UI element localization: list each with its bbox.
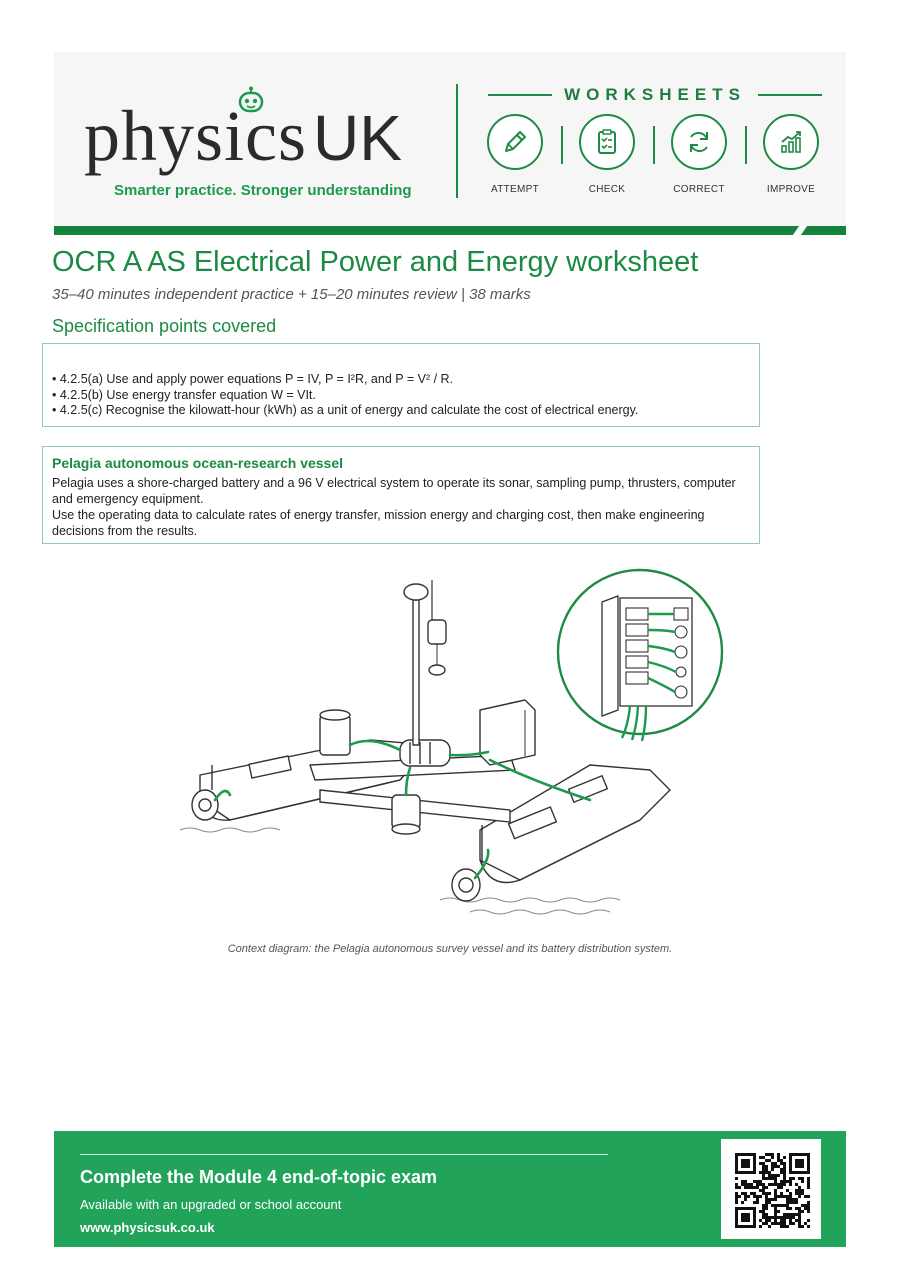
spec-points-box <box>42 343 760 427</box>
brand-tagline: Smarter practice. Stronger understanding <box>114 182 412 199</box>
step-label: CHECK <box>588 184 626 195</box>
page-subtitle: 35–40 minutes independent practice + 15–20 minutes review | 38 marks <box>52 286 531 303</box>
step-label: CORRECT <box>673 184 725 195</box>
footer-rule <box>80 1154 608 1155</box>
step-correct <box>653 114 745 195</box>
page-title: OCR A AS Electrical Power and Energy worksheet <box>52 246 699 278</box>
step-check <box>561 114 653 195</box>
context-title: Pelagia autonomous ocean-research vessel <box>52 455 344 471</box>
qr-code[interactable] <box>721 1139 821 1239</box>
qr-code-graphic <box>721 1139 821 1239</box>
step-label: ATTEMPT <box>490 184 540 195</box>
footer-subheading: Available with an upgraded or school account <box>80 1197 342 1212</box>
distribution-panel-detail <box>558 570 722 741</box>
header-divider <box>456 84 458 198</box>
bar-notch <box>793 226 807 235</box>
context-box <box>42 446 760 544</box>
step-attempt <box>469 114 561 195</box>
vessel-diagram <box>170 560 736 940</box>
spec-point: • 4.2.5(a) Use and apply power equations P = IV, P = I²R, and P = V² / R. <box>52 372 454 386</box>
footer-heading: Complete the Module 4 end-of-topic exam <box>80 1167 438 1187</box>
spec-heading: Specification points covered <box>52 316 277 336</box>
worksheets-label: WORKSHEETS <box>564 85 746 104</box>
step-label: IMPROVE <box>766 184 816 195</box>
spec-point: • 4.2.5(b) Use energy transfer equation W = VIt. <box>52 387 316 402</box>
brand-logo <box>84 96 402 176</box>
header-green-bar <box>54 226 846 235</box>
figure-caption: Context diagram: the Pelagia autonomous survey vessel and its battery distribution system. <box>227 943 673 955</box>
worksheets-heading <box>488 84 822 106</box>
footer-banner <box>54 1131 846 1247</box>
spec-point: • 4.2.5(c) Recognise the kilowatt-hour (kWh) as a unit of energy and calculate the cost of electrical energy. <box>52 403 639 417</box>
pencil-icon <box>487 114 543 170</box>
clipboard-check-icon <box>579 114 635 170</box>
footer-url-link[interactable]: www.physicsuk.co.uk <box>80 1220 215 1235</box>
growth-chart-icon <box>763 114 819 170</box>
brand-suffix-text: UK <box>313 102 402 174</box>
step-improve <box>745 114 837 195</box>
heading-rule <box>488 94 552 96</box>
header-banner <box>54 52 846 228</box>
context-paragraph: Use the operating data to calculate rates of energy transfer, mission energy and charging cost, then make engineering decisions from the results. <box>52 508 705 538</box>
brand-main-text: physics <box>84 96 307 176</box>
refresh-icon <box>671 114 727 170</box>
context-paragraph: Pelagia uses a shore-charged battery and a 96 V electrical system to operate its sonar, sampling pump, thrusters, computer and emergency equipment. <box>52 476 736 506</box>
heading-rule <box>758 94 822 96</box>
